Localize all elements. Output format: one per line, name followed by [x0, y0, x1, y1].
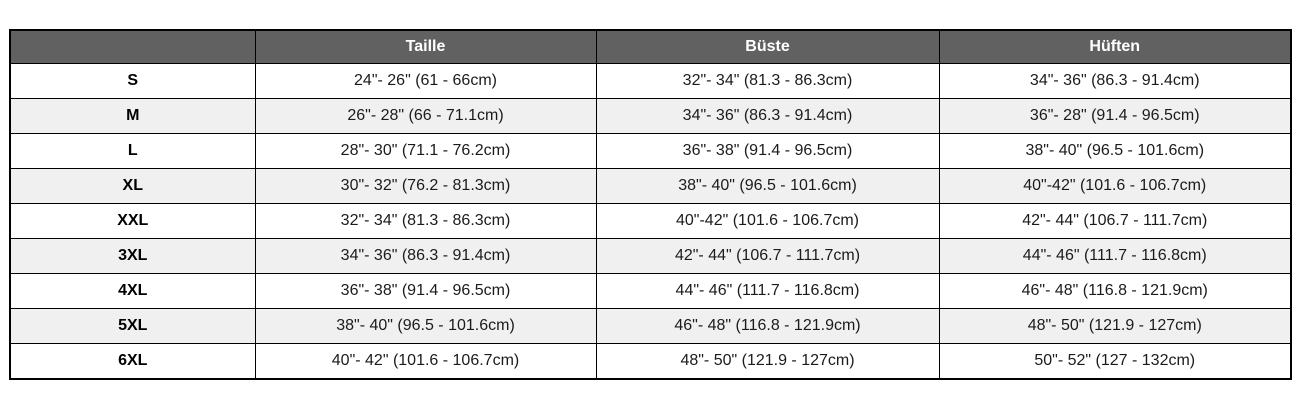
hueften-value: 42"- 44" (106.7 - 111.7cm) [939, 204, 1291, 239]
header-cell-taille: Taille [255, 30, 596, 64]
bueste-value: 46"- 48" (116.8 - 121.9cm) [596, 309, 939, 344]
size-label: M [10, 99, 255, 134]
hueften-value: 34"- 36" (86.3 - 91.4cm) [939, 64, 1291, 99]
taille-value: 40"- 42" (101.6 - 106.7cm) [255, 344, 596, 380]
size-label: 4XL [10, 274, 255, 309]
table-row-xxl [10, 204, 1291, 239]
taille-value: 34"- 36" (86.3 - 91.4cm) [255, 239, 596, 274]
bueste-value: 42"- 44" (106.7 - 111.7cm) [596, 239, 939, 274]
size-label: 3XL [10, 239, 255, 274]
table-row-4xl [10, 274, 1291, 309]
table-row-3xl [10, 239, 1291, 274]
table-row-xl [10, 169, 1291, 204]
taille-value: 32"- 34" (81.3 - 86.3cm) [255, 204, 596, 239]
hueften-value: 36"- 28" (91.4 - 96.5cm) [939, 99, 1291, 134]
hueften-value: 44"- 46" (111.7 - 116.8cm) [939, 239, 1291, 274]
table-row-l [10, 134, 1291, 169]
size-label: L [10, 134, 255, 169]
size-label: XL [10, 169, 255, 204]
bueste-value: 34"- 36" (86.3 - 91.4cm) [596, 99, 939, 134]
taille-value: 38"- 40" (96.5 - 101.6cm) [255, 309, 596, 344]
size-label: 6XL [10, 344, 255, 380]
size-label: S [10, 64, 255, 99]
table-row-s [10, 64, 1291, 99]
header-cell-size [10, 30, 255, 64]
bueste-value: 32"- 34" (81.3 - 86.3cm) [596, 64, 939, 99]
size-label: 5XL [10, 309, 255, 344]
bueste-value: 38"- 40" (96.5 - 101.6cm) [596, 169, 939, 204]
table-row-5xl [10, 309, 1291, 344]
size-label: XXL [10, 204, 255, 239]
hueften-value: 50"- 52" (127 - 132cm) [939, 344, 1291, 380]
size-chart-table [9, 29, 1292, 380]
taille-value: 36"- 38" (91.4 - 96.5cm) [255, 274, 596, 309]
hueften-value: 40"-42" (101.6 - 106.7cm) [939, 169, 1291, 204]
table-row-m [10, 99, 1291, 134]
hueften-value: 48"- 50" (121.9 - 127cm) [939, 309, 1291, 344]
header-cell-bueste: Büste [596, 30, 939, 64]
table-row-6xl [10, 344, 1291, 380]
hueften-value: 38"- 40" (96.5 - 101.6cm) [939, 134, 1291, 169]
taille-value: 24"- 26" (61 - 66cm) [255, 64, 596, 99]
taille-value: 30"- 32" (76.2 - 81.3cm) [255, 169, 596, 204]
bueste-value: 48"- 50" (121.9 - 127cm) [596, 344, 939, 380]
header-cell-hueften: Hüften [939, 30, 1291, 64]
taille-value: 26"- 28" (66 - 71.1cm) [255, 99, 596, 134]
table-header-row [10, 30, 1291, 64]
bueste-value: 44"- 46" (111.7 - 116.8cm) [596, 274, 939, 309]
taille-value: 28"- 30" (71.1 - 76.2cm) [255, 134, 596, 169]
bueste-value: 40"-42" (101.6 - 106.7cm) [596, 204, 939, 239]
bueste-value: 36"- 38" (91.4 - 96.5cm) [596, 134, 939, 169]
hueften-value: 46"- 48" (116.8 - 121.9cm) [939, 274, 1291, 309]
